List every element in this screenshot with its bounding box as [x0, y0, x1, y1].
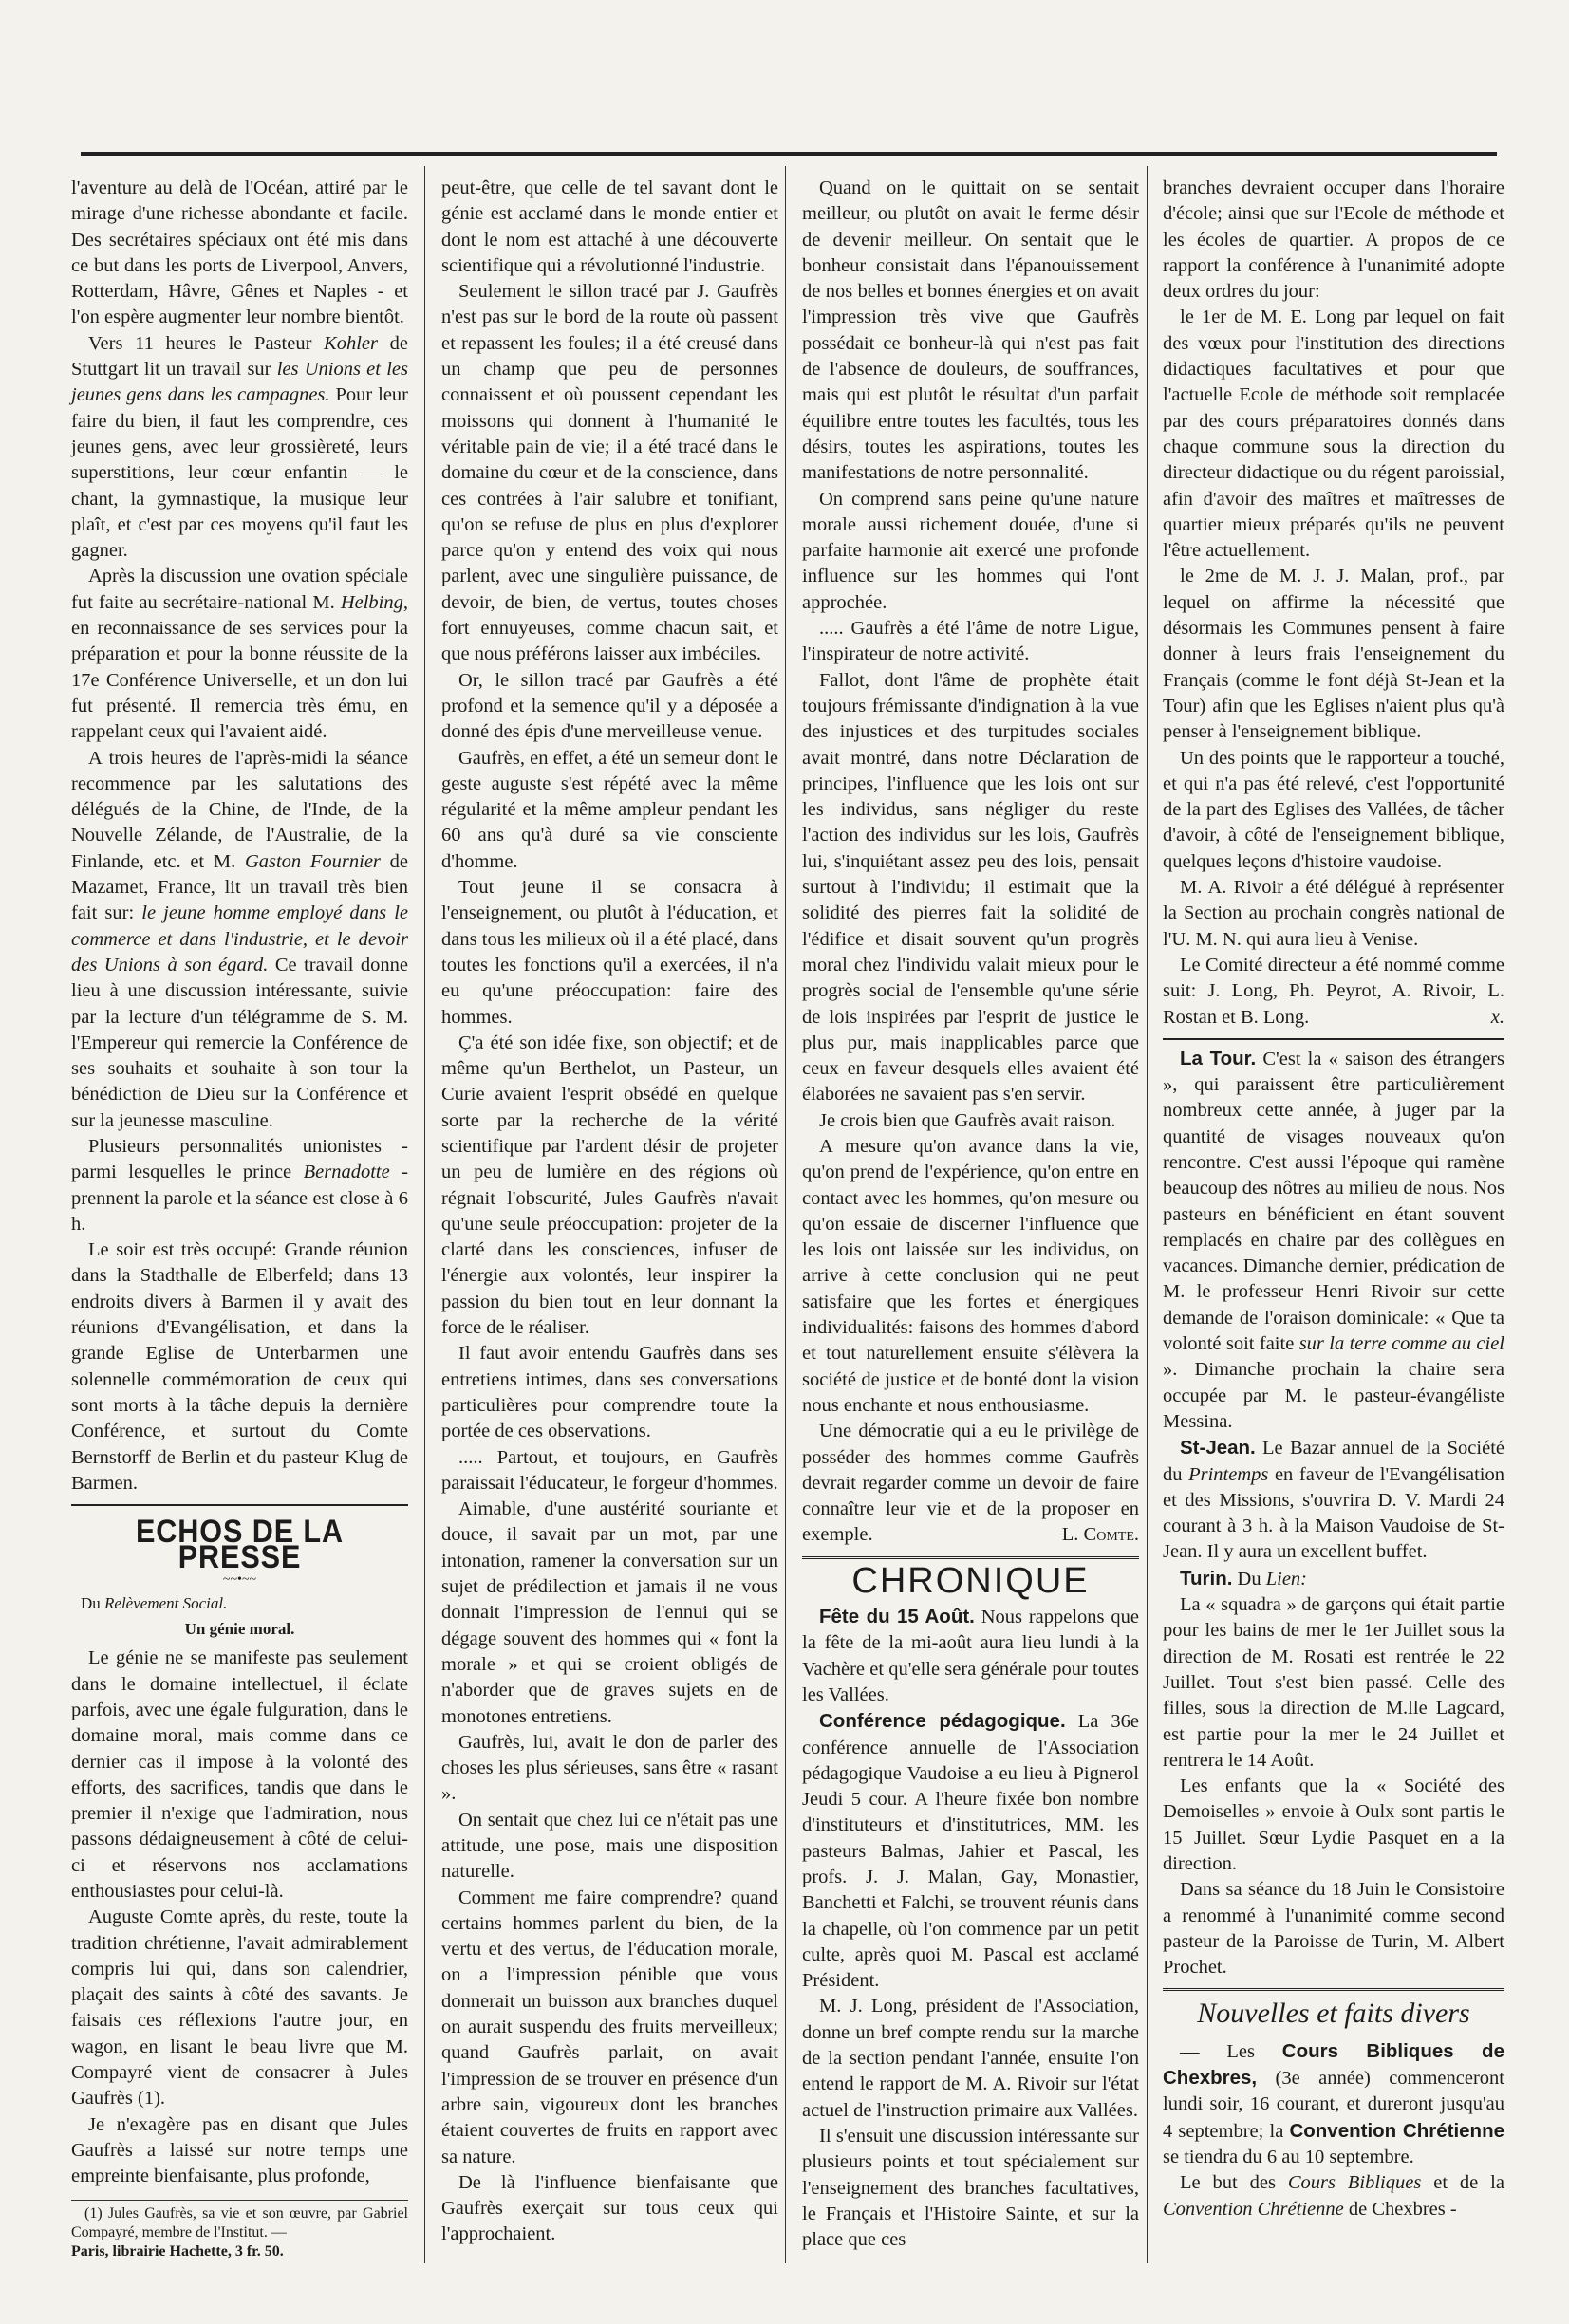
ornament: ~~•~~ — [222, 1571, 257, 1587]
section-divider — [71, 1504, 408, 1506]
paragraph: On comprend sans peine qu'une nature morale aussi richement douée, d'une si parfaite harmonie ait exercé une profonde influence sur les hommes qui l'ont approchée. — [802, 488, 1139, 613]
column-divider — [1147, 166, 1148, 2263]
column-4 — [1163, 176, 1504, 2222]
paragraph: Le Comité directeur a été nommé comme suit: J. Long, Ph. Peyrot, A. Rivoir, L. Rostan et B. Long. x. — [1163, 953, 1504, 1031]
news-item: La Tour. C'est la « saison des étrangers », qui paraissent être particulièrement nombreux cette année, à juger par la quantité de visages nouveaux qu'on rencontre. C'est aussi l'époque qui ramène beaucoup des nôtres au milieu de nous. Nos pasteurs en bénéficient en étant souvent remplacés en chaire par des collègues en vacances. Dimanche dernier, prédication de M. le professeur Henri Rivoir sur cette demande de l'oraison dominicale: « Que ta volonté soit faite sur la terre comme au ciel ». Dimanche prochain la chaire sera occupée par M. le pasteur-évangéliste Messina. — [1163, 1047, 1504, 1432]
column-divider — [785, 166, 786, 2263]
paragraph: Gaufrès, en effet, a été un semeur dont le geste auguste s'est répété avec la même régularité et la même ampleur pendant les 60 ans qu'à duré sa vie consciente d'homme. — [441, 747, 778, 872]
paragraph: Fallot, dont l'âme de prophète était toujours frémissante d'indignation à la vue des injustices et des turpitudes sociales avait montré, dans notre Déclaration de principes, l'influence que les lois ont sur les individus, sans négliger du reste l'action des individus sur les lois, Gaufrès lui, s'inquiétant assez peu des lois, pensait surtout à l'individu; il estimait que la solidité des pierres fait la solidité de l'édifice et disait souvent qu'un progrès moral chez l'individu valait mieux pour le progrès social de l'ensemble qu'une série de lois inspirées par l'esprit de justice le plus pur, mais inapplicables parce que ceux en faveur desquels elles avaient été élaborées ne savaient pas s'en servir. — [802, 669, 1139, 1106]
paragraph: le 2me de M. J. J. Malan, prof., par lequel on affirme la nécessité que désormais les Communes pensent à faire donner à leurs frais l'enseignement du Français (comme le font déjà St-Jean et la Tour) afin que les Eglises n'aient plus qu'à penser à l'enseignement biblique. — [1163, 566, 1504, 743]
paragraph: Il faut avoir entendu Gaufrès dans ses entretiens intimes, dans ses conversations particulières pour comprendre toute la portée de ces observations. — [441, 1343, 778, 1442]
paragraph: Je n'exagère pas en disant que Jules Gaufrès a laissé sur notre temps une empreinte bienfaisante, plus profonde, — [71, 2113, 408, 2187]
section-divider — [1163, 1038, 1504, 1040]
paragraph: On sentait que chez lui ce n'était pas une attitude, une pose, mais une disposition naturelle. — [441, 1809, 778, 1883]
paragraph: ..... Gaufrès a été l'âme de notre Ligue, l'inspirateur de notre activité. — [802, 618, 1139, 665]
section-heading-chronique: CHRONIQUE — [851, 1560, 1090, 1601]
news-item: Conférence pédagogique. La 36e conférence annuelle de l'Association pédagogique Vaudoise a eu lieu à Pignerol Jeudi 5 cour. A l'heure fixée bon nombre d'instituteurs et d'institutrices, MM. les pasteurs Balmas, Jahier et Pascal, les profs. J. J. Malan, Gay, Monastier, Banchetti et Falchi, se trouvent réunis dans la chapelle, où l'on commence par un petit culte, après quoi M. Pascal est acclamé Président. — [802, 1710, 1139, 1992]
paragraph: Après la discussion une ovation spéciale fut faite au secrétaire-national M. Helbing, en reconnaissance de ses services pour la préparation et pour la bonne réussite de la 17e Conférence Universelle, et un don lui fut présenté. Il remercia très ému, en rappelant ceux qui l'avaient aidé. — [71, 566, 408, 743]
paragraph: l'aventure au delà de l'Océan, attiré par le mirage d'une richesse abondante et facile. Des secrétaires spéciaux ont été mis dans ce but dans les ports de Liverpool, Anvers, Rotterdam, Hâvre, Gênes et Naples - et l'on espère augmenter leur nombre bientôt. — [71, 177, 408, 328]
news-item: Fête du 15 Août. Nous rappelons que la fête de la mi-août aura lieu lundi à la Vachère et qu'elle sera générale pour toutes les Vallées. — [802, 1606, 1139, 1705]
paragraph: Gaufrès, lui, avait le don de parler des choses les plus sérieuses, sans être « rasant ». — [441, 1731, 778, 1805]
paragraph: Tout jeune il se consacra à l'enseignement, ou plutôt à l'éducation, et dans tous les milieux où il a été placé, dans toutes les fonctions qu'il a exercées, il n'a eu qu'une préoccupation: faire des hommes. — [441, 877, 778, 1028]
paragraph: Quand on le quittait on se sentait meilleur, ou plutôt on avait le ferme désir de devenir meilleur. On sentait que le bonheur consistait dans l'épanouissement de nos belles et bonnes énergies et on avait l'impression très vive que Gaufrès possédait ce bonheur-là qui n'est pas fait de l'absence de douleurs, de souffrances, mais qui est plutôt le résultat d'un parfait équilibre entre toutes les facultés, tous les désirs, toutes les aspirations, toutes les manifestations de notre personnalité. — [802, 177, 1139, 484]
paragraph: Aimable, d'une austérité souriante et douce, il savait par un mot, par une intonation, ramener la conversation sur un sujet de prédilection et jamais il ne vous donnait l'impression de l'ennui qui se dégage souvent des hommes qui « font la morale » et qui se croient obligés de n'aborder que de graves sujets en de monotones entretiens. — [441, 1498, 778, 1727]
news-item: — Les Cours Bibliques de Chexbres, (3e année) commenceront lundi soir, 16 courant, et dureront jusqu'au 4 septembre; la Convention Chrétienne se tiendra du 6 au 10 septembre. — [1163, 2039, 1504, 2167]
paragraph: ..... Partout, et toujours, en Gaufrès paraissait l'éducateur, le forgeur d'hommes. — [441, 1446, 778, 1494]
signature: x. — [1490, 1006, 1504, 1028]
section-heading-nouvelles: Nouvelles et faits divers — [1197, 1998, 1470, 2030]
paragraph: Un des points que le rapporteur a touché, et qui n'a pas été relevé, c'est l'opportunité de la part des Eglises des Vallées, de tâcher d'avoir, à côté de l'enseignement biblique, quelques leçons d'histoire vaudoise. — [1163, 747, 1504, 872]
paragraph: A trois heures de l'après-midi la séance recommence par les salutations des délégués de la Chine, de l'Inde, de la Nouvelle Zélande, de l'Australie, de la Finlande, etc. et M. Gaston Fournier de Mazamet, France, lit un travail très bien fait sur: le jeune homme employé dans le commerce et dans l'industrie, et le devoir des Unions à son égard. Ce travail donne lieu à une discussion intéressante, suivie par la lecture d'un télégramme de S. M. l'Empereur qui remercie la Conférence de ses souhaits et souhaite à son tour la bénédiction de Dieu sur la Conférence et sur la jeunesse masculine. — [71, 747, 408, 1131]
column-3 — [802, 176, 1139, 2253]
paragraph: Dans sa séance du 18 Juin le Consistoire a renommé à l'unanimité comme second pasteur de la Paroisse de Turin, M. Albert Prochet. — [1163, 1879, 1504, 1979]
paragraph: Le génie ne se manifeste pas seulement dans le domaine intellectuel, il éclate parfois, avec une égale fulguration, dans le domaine moral, mais comme dans ce dernier cas il impose à la volonté des efforts, des sacrifices, tandis que dans le premier il n'exige que l'admiration, nous passons dédaigneusement à côté de celui-ci et réservons nos acclamations enthousiastes pour celui-là. — [71, 1647, 408, 1902]
top-rule — [81, 152, 1497, 158]
paragraph: Il s'ensuit une discussion intéressante sur plusieurs points et tout spécialement sur l'enseignement des branches facultatives, le Français et l'Histoire Sainte, et sur la place que ces — [802, 2125, 1139, 2251]
source-line: Du Relèvement Social. — [81, 1593, 228, 1612]
paragraph: branches devraient occuper dans l'horaire d'école; ainsi que sur l'Ecole de méthode et les écoles de quartier. A propos de ce rapport la conférence à l'unanimité adopte deux ordres du jour: — [1163, 177, 1504, 303]
paragraph: Vers 11 heures le Pasteur Kohler de Stuttgart lit un travail sur les Unions et les jeunes gens dans les campagnes. Pour leur faire du bien, il faut les comprendre, ces jeunes gens, avec leur grossièreté, leurs superstitions, leur cœur enfantin — le chant, la gymnastique, la musique leur plaît, et c'est par ces moyens qu'il faut les gagner. — [71, 332, 408, 562]
news-item: Turin. Du Lien: — [1180, 1567, 1308, 1590]
paragraph: Comment me faire comprendre? quand certains hommes parlent du bien, de la vertu et des vertus, de l'éducation morale, on a l'impression pénible que vous donnerait un buisson aux branches duquel on aurait suspendu des fruits merveilleux; quand Gaufrès parlait, on avait l'impression de se trouver en présence d'un arbre sain, vigoureux dont les branches étaient couvertes de fruits en rapport avec sa nature. — [441, 1887, 778, 2167]
column-divider — [424, 166, 425, 2263]
paragraph: Seulement le sillon tracé par J. Gaufrès n'est pas sur le bord de la route où passent et repassent les foules; il a été creusé dans un champ que peu de personnes connaissent et où poussent cependant les moissons qui donnent à l'humanité le véritable pain de vie; il a été tracé dans le domaine du cœur et de la conscience, dans ces contrées à l'air salubre et tonifiant, qu'on se refuse de plus en plus d'explorer parce qu'on y entend des voix qui nous parlent, avec une singulière puissance, de devoir, de bien, de vertus, toutes choses fort ennuyeuses, comme chacun sait, et que nous préférons laisser aux imbéciles. — [441, 281, 778, 665]
column-2 — [441, 176, 778, 2248]
news-item: Le but des Cours Bibliques et de la Convention Chrétienne de Chexbres - — [1163, 2172, 1504, 2220]
paragraph: La « squadra » de garçons qui était partie pour les bains de mer le 1er Juillet sous la direction de M. Rosati est rentrée le 22 Juillet. Tout s'est bien passé. Celle des filles, sous la direction de M.lle Lagcard, est partie pour la mer le 24 Juillet et rentrera le 14 Août. — [1163, 1594, 1504, 1771]
column-1 — [71, 176, 408, 2261]
section-divider — [1163, 1988, 1504, 1993]
news-item: St-Jean. Le Bazar annuel de la Société du Printemps en faveur de l'Evangélisation et des Missions, s'ouvrira D. V. Mardi 24 courant à 3 h. à la Maison Vaudoise de St-Jean. Il y aura un excellent buffet. — [1163, 1437, 1504, 1563]
section-divider — [802, 1556, 1139, 1561]
paragraph: Plusieurs personnalités unionistes - parmi lesquelles le prince Bernadotte - prennent la parole et la séance est close à 6 h. — [71, 1135, 409, 1235]
paragraph: Or, le sillon tracé par Gaufrès a été profond et la semence qu'il y a déposée a donné des épis d'une merveilleuse venue. — [441, 669, 778, 743]
footnote: (1) Jules Gaufrès, sa vie et son œuvre, par Gabriel Compayré, membre de l'Institut. — Paris, librairie Hachette, 3 fr. 50. — [71, 2200, 408, 2261]
paragraph: De là l'influence bienfaisante que Gaufrès exerçait sur tous ceux qui l'approchaient. — [441, 2171, 778, 2245]
paragraph: M. J. Long, président de l'Association, donne un bref compte rendu sur la marche de la section pendant l'année, ensuite l'on entend le rapport de M. A. Rivoir sur l'état actuel de l'instruction primaire aux Vallées. — [802, 1996, 1139, 2121]
article-title: Un génie moral. — [184, 1620, 295, 1639]
paragraph: peut-être, que celle de tel savant dont le génie est acclamé dans le monde entier et dont le nom est attaché à une découverte scientifique qui a révolutionné l'industrie. — [441, 177, 778, 276]
paragraph: Les enfants que la « Société des Demoiselles » envoie à Oulx sont partis le 15 Juillet. Sœur Lydie Pasquet en a la direction. — [1163, 1776, 1504, 1874]
signature: L. Comte. — [1061, 1524, 1139, 1546]
paragraph: Auguste Comte après, du reste, toute la tradition chrétienne, l'avait admirablement compris lui qui, dans son calendrier, plaçait des saints à côté des savants. Je faisais ces réflexions l'autre jour, en wagon, en lisant le beau livre que M. Compayré vient de consacrer à Jules Gaufrès (1). — [71, 1906, 408, 2110]
paragraph: M. A. Rivoir a été délégué à représenter la Section au prochain congrès national de l'U. M. N. qui aura lieu à Venise. — [1163, 877, 1504, 950]
paragraph: A mesure qu'on avance dans la vie, qu'on prend de l'expérience, qu'on entre en contact avec les hommes, qu'on mesure ou qu'on essaie de discerner l'influence que les lois ont laissée sur les individus, on arrive à cette conclusion qui ne peut satisfaire que les fortes et énergiques individualités: faisons des hommes d'abord et tout naturellement ensuite s'élèvera la société de justice et de bonté dont la vision nous enchante et nous enthousiasme. — [802, 1135, 1139, 1416]
paragraph: Ç'a été son idée fixe, son objectif; et de même qu'un Berthelot, un Pasteur, un Curie avaient l'esprit obsédé en quelque sorte par la recherche de la vérité scientifique par l'ardent désir de projeter un peu de lumière en des régions où régnait l'obscurité, Jules Gaufrès n'avait qu'une seule préoccupation: projeter de la clarté dans les consciences, infuser de l'énergie aux volontés, leur inspirer la passion du bien tout en leur donnant la force de le réaliser. — [441, 1032, 778, 1339]
paragraph: le 1er de M. E. Long par lequel on fait des vœux pour l'institution des directions didactiques facultatives et pour que l'actuelle Ecole de méthode soit remplacée par des cours préparatoires donnés dans chaque commune sous la direction du directeur didactique ou du régent paroissial, afin d'avoir des maîtres et maîtresses de quartier mieux préparés qu'ils ne peuvent l'être actuellement. — [1163, 307, 1504, 562]
paragraph: Le soir est très occupé: Grande réunion dans la Stadthalle de Elberfeld; dans 13 endroits divers à Barmen il y avait des réunions d'Evangélisation, et dans la grande Eglise de Unterbarmen une solennelle commémoration de ceux qui sont morts à la tâche depuis la dernière Conférence, et surtout du Comte Bernstorff de Berlin et du pasteur Klug de Barmen. — [71, 1239, 408, 1494]
paragraph: Je crois bien que Gaufrès avait raison. — [819, 1109, 1116, 1131]
paragraph: Une démocratie qui a eu le privilège de posséder des hommes comme Gaufrès devrait regarder comme un devoir de faire connaître leur vie et de la proposer en exemple. L. Comte. — [802, 1419, 1139, 1548]
section-heading-echos: ECHOS DE LA PRESSE — [135, 1514, 345, 1576]
